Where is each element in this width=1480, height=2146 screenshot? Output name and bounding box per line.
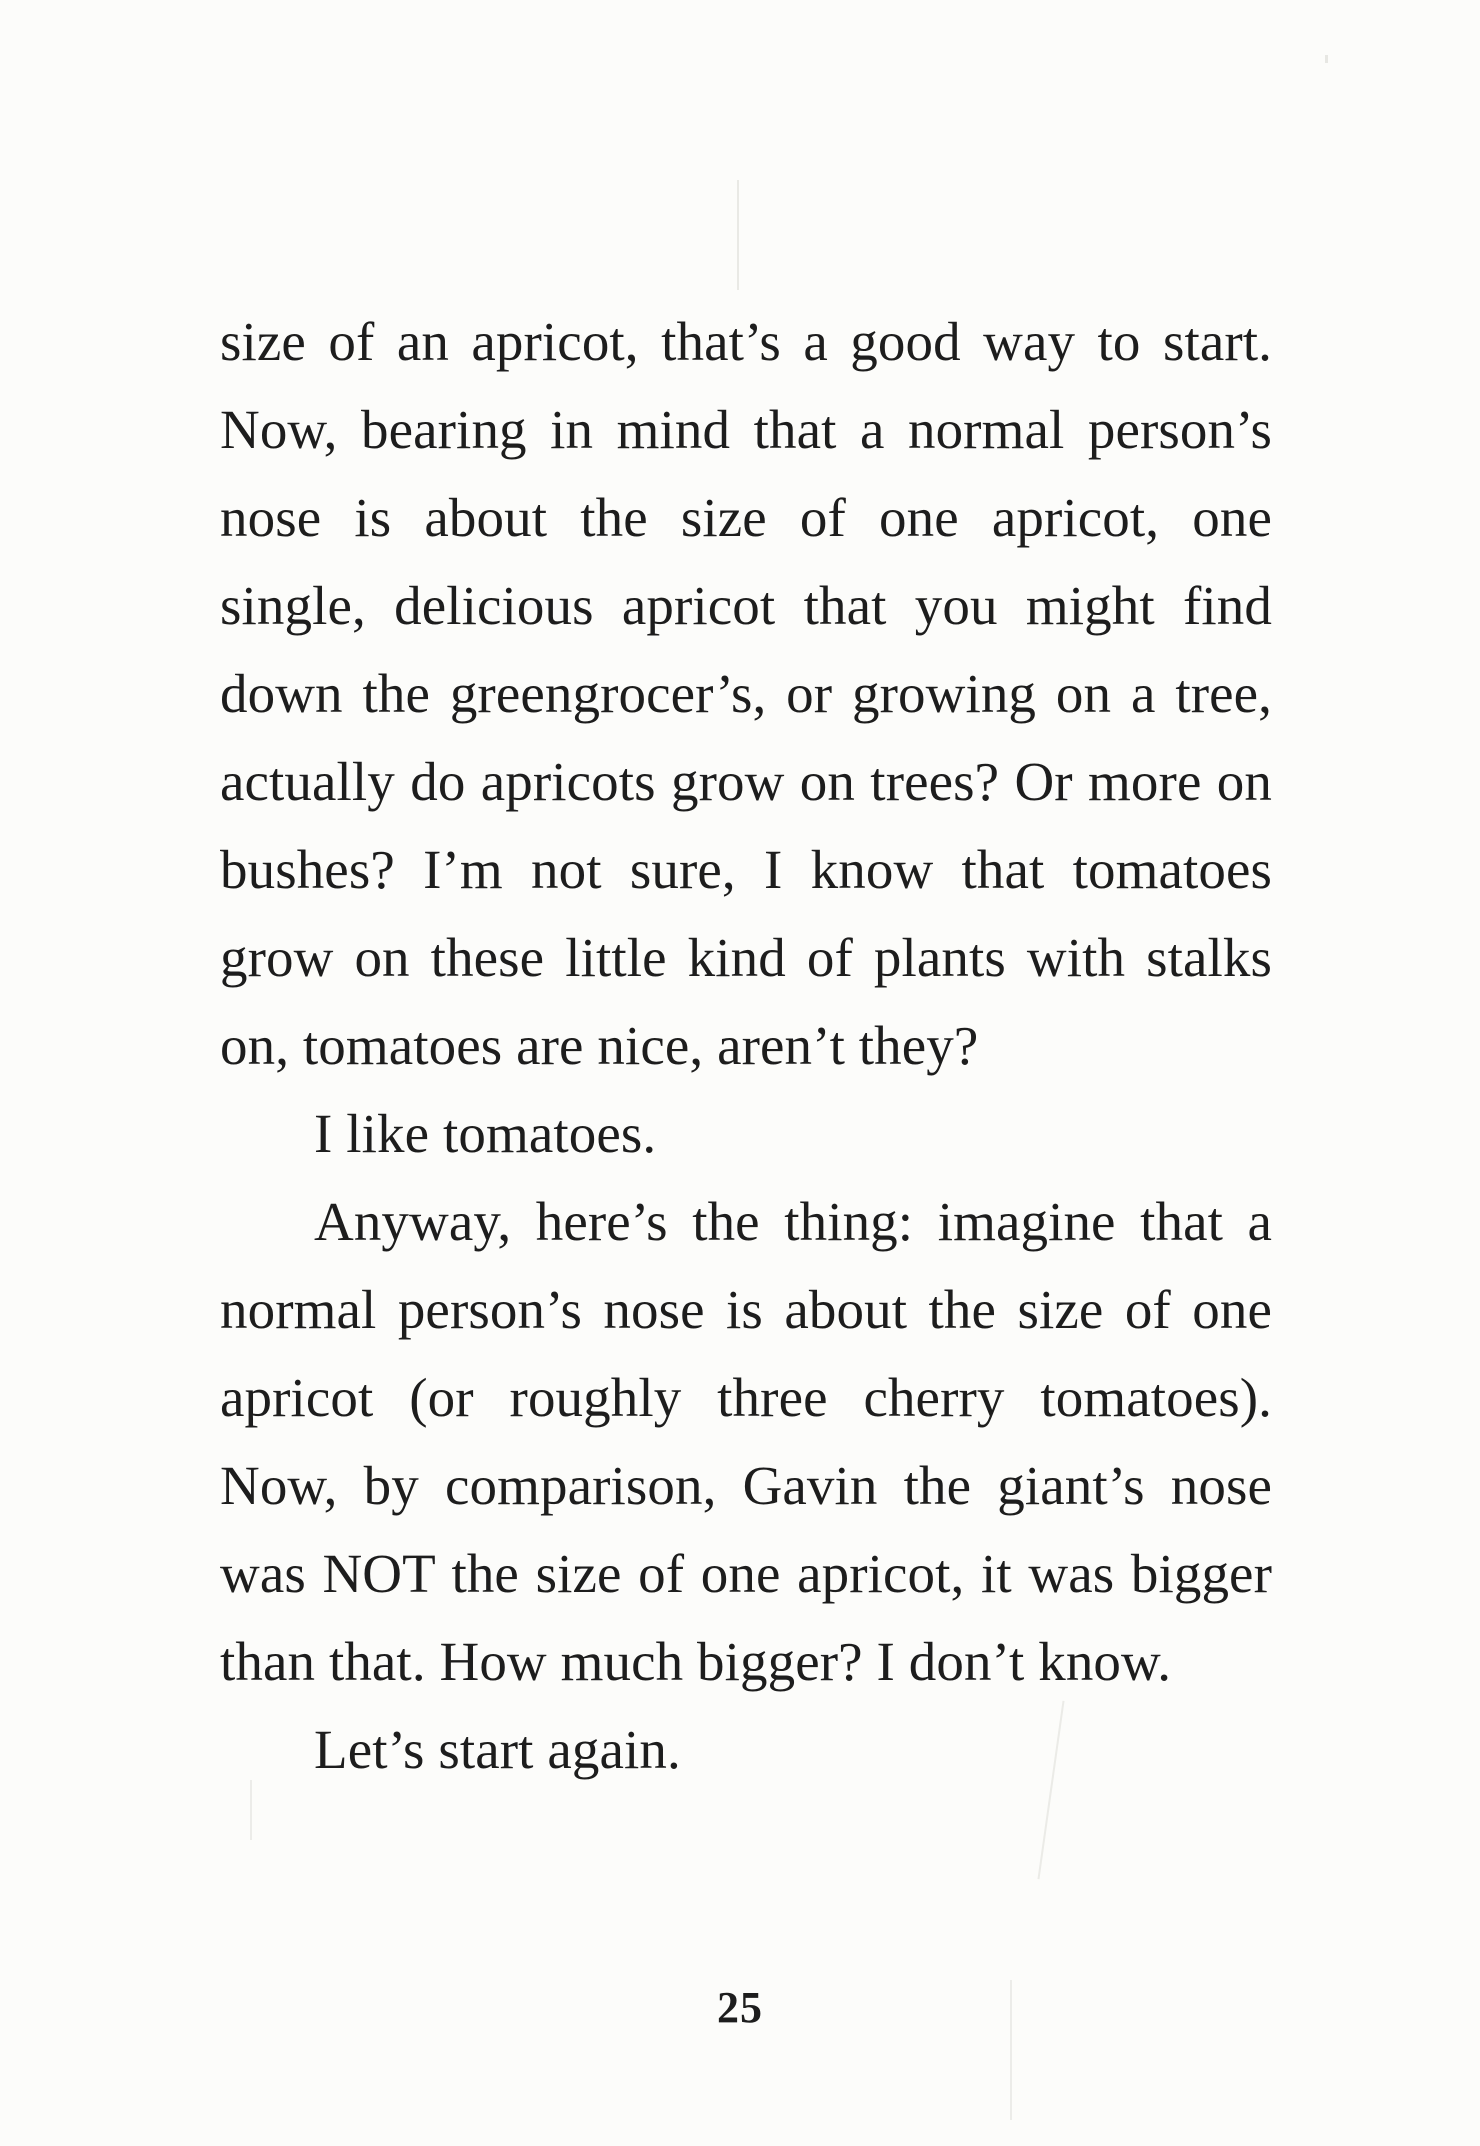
paragraph-2: I like tomatoes. (314, 1103, 657, 1164)
body-text (220, 298, 1272, 1794)
paragraph-3: Anyway, here’s the thing: imagine that a normal person’s nose is about the size of one apricot (or roughly three cherry tomatoes). Now, by comparison, Gavin the giant’s nose was NOT the size of one apricot, it was bigger than that. How much bigger? I don’t know. (220, 1191, 1272, 1692)
scan-mark (737, 180, 739, 290)
paragraph-1: size of an apricot, that’s a good way to start. Now, bearing in mind that a normal person’s nose is about the size of one apricot, one single, delicious apricot that you might find down the greengrocer’s, or growing on a tree, actually do apricots grow on trees? Or more on bushes? I’m not sure, I know that tomatoes grow on these little kind of plants with stalks on, tomatoes are nice, aren’t they? (220, 311, 1272, 1076)
scan-mark (1325, 55, 1328, 63)
paragraph-4: Let’s start again. (314, 1719, 681, 1780)
page-number: 25 (717, 1983, 763, 2032)
